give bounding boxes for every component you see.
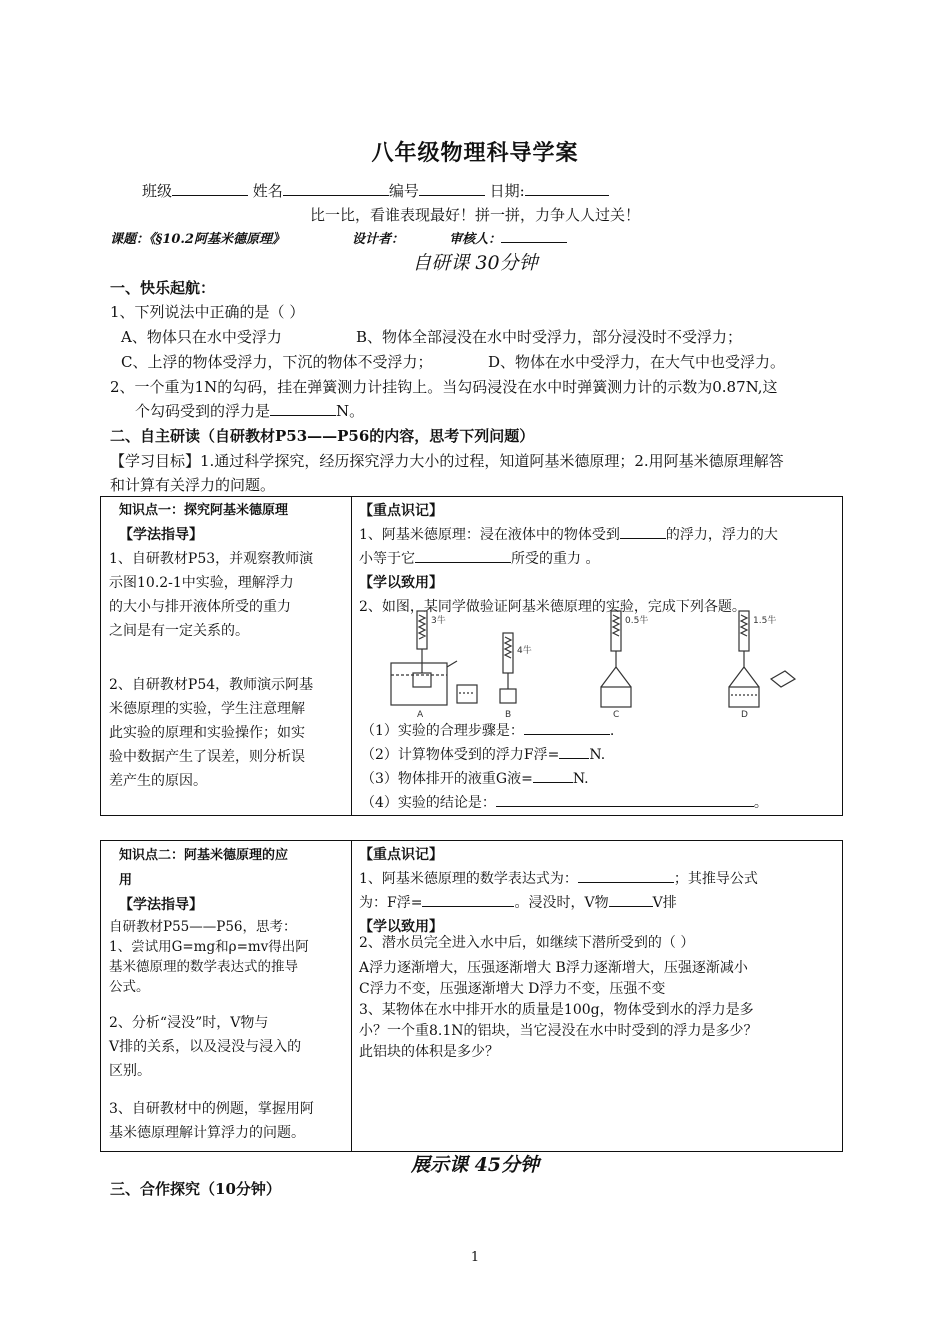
- weight-label-d: 1.5牛: [753, 616, 777, 626]
- kp1-apply-heading: 【学以致用】: [359, 575, 443, 591]
- kp2-k1-text: ；其推导公式: [673, 871, 758, 887]
- spout-a: [447, 661, 457, 667]
- page-number: 1: [470, 1250, 480, 1265]
- step-2: [361, 743, 841, 767]
- step-4-text: （4）实验的结论是：: [361, 795, 496, 811]
- slogan: 比一比，看谁表现最好！拼一拼，力争人人过关！: [309, 206, 640, 224]
- spring-coil-c: [613, 615, 619, 636]
- step-1-end: .: [609, 723, 615, 739]
- figure-label-c: C: [613, 710, 620, 719]
- kp2-k1-text: 为：F浮=: [359, 895, 423, 911]
- kp1-k2-blank[interactable]: [415, 548, 511, 563]
- weight-label-b: 4牛: [517, 646, 532, 656]
- reviewer-blank[interactable]: [501, 228, 567, 243]
- kp2-key-line1: [359, 867, 839, 891]
- kp2-guide-intro: 自研教材P55——P56，思考：: [109, 919, 297, 935]
- kp2-k1-text: V排: [652, 895, 677, 911]
- weight-label-c: 0.5牛: [625, 616, 649, 626]
- number-label: 编号: [388, 182, 419, 200]
- class-blank[interactable]: [172, 181, 248, 196]
- kp2-g1-line: 公式。: [109, 979, 150, 995]
- kp2-q3-line: 3、某物体在水中排开水的质量是100g，物体受到水的浮力是多: [359, 1002, 754, 1018]
- spring-coil-b: [505, 637, 511, 658]
- kp2-key-heading: 【重点识记】: [359, 847, 443, 863]
- q2-blank[interactable]: [270, 401, 336, 416]
- learning-goal-line2: 和计算有关浮力的问题。: [110, 476, 276, 494]
- kp1-right-cell: [359, 499, 839, 619]
- cup-c: [601, 667, 631, 687]
- q1-option-b: B、物体全部浸没在水中时受浮力，部分浸没时不受浮力；: [356, 328, 743, 346]
- kp2-q2: 2、潜水员完全进入水中后，如继续下潜所受到的（ ）: [359, 935, 695, 951]
- date-label: 日期:: [489, 182, 525, 200]
- knowledge-point-1-table: [100, 496, 843, 816]
- kp2-q2-options-ab: A浮力逐渐增大，压强逐渐增大 B浮力逐渐增大，压强逐渐减小: [359, 960, 748, 976]
- kp1-guide-1: [109, 547, 349, 643]
- kp2-left-cell: [119, 843, 349, 918]
- page-title: 八年级物理科导学案: [371, 140, 579, 166]
- weight-label-a: 3牛: [431, 616, 446, 626]
- student-info-line: [142, 180, 609, 201]
- kp2-questions: [359, 933, 839, 1063]
- date-blank[interactable]: [525, 181, 609, 196]
- kp1-guide-2: [109, 673, 349, 793]
- kp2-formula-blank[interactable]: [578, 868, 674, 883]
- kp1-key-line2: [359, 547, 839, 571]
- step-3-blank[interactable]: [533, 768, 573, 783]
- number-blank[interactable]: [419, 181, 485, 196]
- kp2-g1-line: 1、尝试用G=mg和ρ=mv得出阿: [109, 939, 309, 955]
- kp1-g1-line: 1、自研教材P53，并观察教师演: [109, 551, 314, 567]
- kp2-compare-blank[interactable]: [609, 892, 653, 907]
- kp1-g2-line: 2、自研教材P54，教师演示阿基: [109, 677, 314, 693]
- figure-label-a: A: [417, 710, 424, 719]
- reviewer-label: 审核人：: [449, 232, 502, 247]
- step-1-blank[interactable]: [524, 720, 610, 735]
- kp2-q3-line: 此铝块的体积是多少？: [359, 1044, 499, 1060]
- kp1-title: 知识点一：探究阿基米德原理: [119, 503, 289, 518]
- step-4-blank[interactable]: [496, 792, 754, 807]
- kp1-k1-text: 的浮力，浮力的大: [665, 527, 778, 543]
- small-cup-a: [457, 685, 477, 703]
- kp1-steps: [361, 719, 841, 815]
- kp1-g2-line: 验中数据产生了误差，则分析误: [109, 749, 305, 765]
- knowledge-point-2-table: [100, 840, 843, 1152]
- figure-label-b: B: [505, 710, 512, 719]
- kp2-g2-line: 区别。: [109, 1063, 151, 1079]
- learning-goal-line1: 【学习目标】1.通过科学探究，经历探究浮力大小的过程，知道阿基米德原理；2.用阿基米德原理解答: [110, 452, 784, 470]
- kp2-g2-line: 2、分析“浸没”时，V物与: [109, 1015, 269, 1031]
- step-3-text: （3）物体排开的液重G液=: [361, 771, 533, 787]
- object-d: [771, 671, 795, 687]
- step-3: [361, 767, 841, 791]
- step-2-blank[interactable]: [559, 744, 589, 759]
- kp1-g2-line: 米德原理的实验，学生注意理解: [109, 701, 305, 717]
- question-2-line1: 2、一个重为1N的勾码，挂在弹簧测力计挂钩上。当勾码浸没在水中时弹簧测力计的示数为0.87N,这: [110, 378, 778, 396]
- kp2-title-line1: 知识点二：阿基米德原理的应: [119, 848, 289, 863]
- kp2-key-line2: [359, 891, 839, 915]
- step-3-unit: N.: [572, 771, 589, 787]
- kp1-k1-text: 小等于它: [359, 551, 415, 567]
- kp1-g2-line: 差产生的原因。: [109, 773, 207, 789]
- spring-coil-a: [419, 615, 425, 639]
- experiment-figure: [379, 609, 829, 719]
- session-self-study: 自研课 30分钟: [412, 252, 538, 274]
- session-presentation: 展示课 45分钟: [410, 1154, 540, 1176]
- q1-option-a: A、物体只在水中受浮力: [121, 328, 282, 346]
- question-2-line2: [135, 400, 364, 421]
- kp1-g1-line: 示图10.2-1中实验，理解浮力: [109, 575, 294, 591]
- course-topic: 课题：《§10.2阿基米德原理》: [110, 232, 285, 247]
- kp2-guide-1: [109, 937, 349, 997]
- step-4: [361, 791, 841, 815]
- kp2-right-cell: [359, 843, 839, 939]
- kp1-left-cell: [119, 499, 349, 547]
- q1-option-d: D、物体在水中受浮力，在大气中也受浮力。: [488, 353, 786, 371]
- spring-coil-d: [741, 615, 747, 636]
- kp2-k1-text: 。浸没时，V物: [514, 895, 609, 911]
- q2-unit: N。: [336, 402, 365, 420]
- step-1-text: （1）实验的合理步骤是：: [361, 723, 524, 739]
- kp1-g1-line: 的大小与排开液体所受的重力: [109, 599, 291, 615]
- cup-d: [729, 667, 759, 687]
- object-b: [500, 689, 516, 703]
- kp1-g2-line: 此实验的原理和实验操作；如实: [109, 725, 305, 741]
- step-2-text: （2）计算物体受到的浮力F浮=: [361, 747, 560, 763]
- section-2-heading: 二、自主研读（自研教材P53——P56的内容，思考下列问题）: [110, 427, 535, 445]
- kp1-g1-line: 之间是有一定关系的。: [109, 623, 249, 639]
- course-line: [110, 228, 567, 247]
- kp1-k1-text: 所受的重力 。: [511, 551, 600, 567]
- designer-label: 设计者：: [352, 232, 405, 247]
- figure-label-d: D: [741, 710, 748, 719]
- beaker-a: [391, 663, 447, 705]
- step-2-unit: N.: [589, 747, 606, 763]
- kp1-guide-heading: 【学法指导】: [119, 527, 203, 543]
- kp2-apply-heading: 【学以致用】: [359, 919, 443, 935]
- kp2-guide-3: [109, 1097, 349, 1145]
- q2-text: 个勾码受到的浮力是: [135, 402, 271, 420]
- section-3-heading: 三、合作探究（10分钟）: [110, 1180, 281, 1198]
- kp2-guide-2: [109, 1011, 349, 1083]
- q1-option-c: C、上浮的物体受浮力，下沉的物体不受浮力；: [121, 353, 433, 371]
- name-blank[interactable]: [283, 181, 389, 196]
- section-1-heading: 一、快乐起航：: [110, 279, 216, 297]
- kp1-k1-text: 1、阿基米德原理：浸在液体中的物体受到: [359, 527, 620, 543]
- kp2-derive-blank[interactable]: [422, 892, 514, 907]
- step-1: [361, 719, 841, 743]
- name-label: 姓名: [252, 182, 283, 200]
- kp2-g2-line: V排的关系，以及浸没与浸入的: [109, 1039, 302, 1055]
- kp2-g3-line: 3、自研教材中的例题，掌握用阿: [109, 1101, 314, 1117]
- kp1-apply-question: 2、如图，某同学做验证阿基米德原理的实验，完成下列各题。: [359, 599, 746, 615]
- kp2-title-line2: 用: [119, 873, 133, 888]
- kp2-g3-line: 基米德原理解计算浮力的问题。: [109, 1125, 305, 1141]
- kp2-q3-line: 小？一个重8.1N的铝块，当它浸没在水中时受到的浮力是多少？: [359, 1023, 758, 1039]
- kp1-key-heading: 【重点识记】: [359, 503, 443, 519]
- kp2-q2-options-cd: C浮力不变，压强逐渐增大 D浮力不变，压强不变: [359, 981, 666, 997]
- question-1: 1、下列说法中正确的是（ ）: [110, 303, 305, 321]
- kp1-k1-blank[interactable]: [620, 524, 666, 539]
- kp2-g1-line: 基米德原理的数学表达式的推导: [109, 959, 298, 975]
- kp2-guide-heading: 【学法指导】: [119, 897, 203, 913]
- class-label: 班级: [142, 182, 173, 200]
- kp2-k1-text: 1、阿基米德原理的数学表达式为：: [359, 871, 578, 887]
- kp1-key-line1: [359, 523, 839, 547]
- step-4-end: 。: [753, 795, 768, 811]
